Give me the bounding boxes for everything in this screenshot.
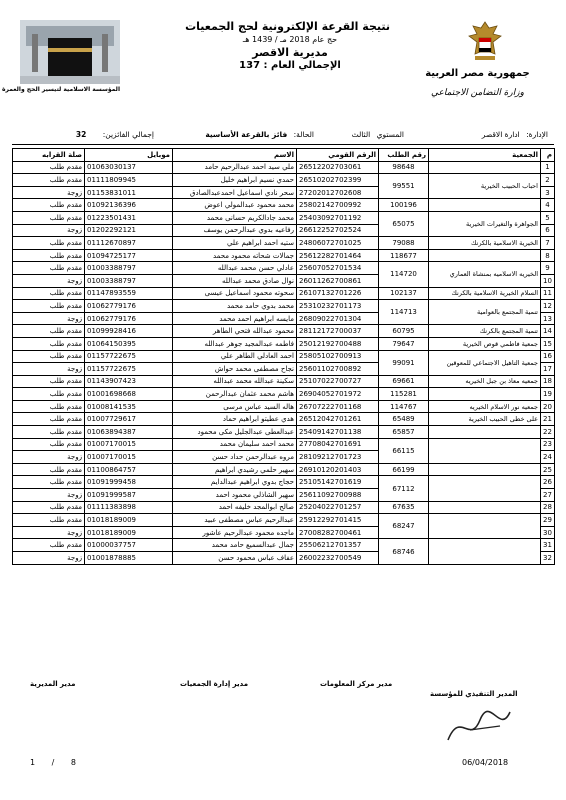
directorate-name: مديرية الاقصر <box>252 46 328 59</box>
relation: زوجة <box>13 274 85 287</box>
mobile-number: 01157722675 <box>85 350 173 363</box>
person-name: عبدالعطى عبدالجليل مكى محمود <box>173 426 297 439</box>
relation: مقدم طلب <box>13 388 85 401</box>
association-name: تنمية المجتمع بالكرنك <box>429 325 541 338</box>
relation: مقدم طلب <box>13 199 85 212</box>
foundation-name: المؤسسة الاسلامية لتيسير الحج والعمرة <box>2 86 120 93</box>
mobile-number: 01153831011 <box>85 186 173 199</box>
person-name: سكينة عبدالله محمد عبدالله <box>173 375 297 388</box>
mobile-number: 01223501431 <box>85 211 173 224</box>
person-name: جمال عبدالسميع حامد محمد <box>173 539 297 552</box>
person-name: عبدالرحيم عباس مصطفى عبيد <box>173 514 297 527</box>
person-name: ماجده محمود عبدالرحيم عاشور <box>173 526 297 539</box>
grand-total-label: الإجمالي العام : <box>263 60 341 71</box>
person-name: محمد احمد سليمان محمد <box>173 438 297 451</box>
row-index: 16 <box>541 350 555 363</box>
row-index: 25 <box>541 463 555 476</box>
association-name: الخيرية الاسلامية بالكرنك <box>429 237 541 250</box>
relation: مقدم طلب <box>13 426 85 439</box>
association-name <box>429 438 541 463</box>
relation: مقدم طلب <box>13 249 85 262</box>
request-number: 65075 <box>379 211 429 236</box>
sig-manager-directorate: مدير المديرية <box>30 680 76 688</box>
admin-label: الإدارة: <box>526 130 548 139</box>
national-id: 25012192700488 <box>297 337 379 350</box>
national-id: 26002232700549 <box>297 552 379 565</box>
mobile-number: 01094725177 <box>85 249 173 262</box>
table-row <box>13 199 555 212</box>
table-row <box>13 287 555 300</box>
sig-manager-associations: مدير إدارة الجمعيات <box>180 680 249 688</box>
association-name: جمعية التاهيل الاجتماعي للمعوقين <box>429 350 541 375</box>
page-total: 8 <box>70 758 76 767</box>
row-index: 10 <box>541 274 555 287</box>
request-number: 79647 <box>379 337 429 350</box>
national-id: 25506212701357 <box>297 539 379 552</box>
level-label: المستوي <box>376 130 404 139</box>
mobile-number: 01008141535 <box>85 400 173 413</box>
request-number: 99551 <box>379 174 429 199</box>
relation: مقدم طلب <box>13 174 85 187</box>
request-number: 68746 <box>379 539 429 564</box>
national-id: 25403092701192 <box>297 211 379 224</box>
row-index: 5 <box>541 211 555 224</box>
request-number: 66199 <box>379 463 429 476</box>
egypt-emblem-block <box>420 20 535 108</box>
relation: مقدم طلب <box>13 400 85 413</box>
national-id: 26011262700861 <box>297 274 379 287</box>
mobile-number: 01018189009 <box>85 514 173 527</box>
table-row <box>13 388 555 401</box>
relation: زوجة <box>13 489 85 502</box>
person-name: صالح ابوالمجد خليفه احمد <box>173 501 297 514</box>
relation: مقدم طلب <box>13 337 85 350</box>
grand-total <box>190 59 390 72</box>
person-name: جمالات شحاته محمود محمد <box>173 249 297 262</box>
mobile-number: 01003388797 <box>85 274 173 287</box>
table-row <box>13 300 555 313</box>
national-id: 25612282701464 <box>297 249 379 262</box>
relation: مقدم طلب <box>13 262 85 275</box>
row-index: 28 <box>541 501 555 514</box>
mobile-number: 01202292121 <box>85 224 173 237</box>
person-name: محمد محمود عبدالمولي اعوض <box>173 199 297 212</box>
relation: مقدم طلب <box>13 300 85 313</box>
request-number: 115281 <box>379 388 429 401</box>
mobile-number: 01147893559 <box>85 287 173 300</box>
person-name: عادلي حسن محمد عبدالله <box>173 262 297 275</box>
row-index: 21 <box>541 413 555 426</box>
row-index: 26 <box>541 476 555 489</box>
mobile-number: 01143907423 <box>85 375 173 388</box>
status-label: الحالة: <box>293 130 314 139</box>
mobile-number: 01007729617 <box>85 413 173 426</box>
table-row <box>13 211 555 224</box>
national-id: 25601102700892 <box>297 363 379 376</box>
person-name: رفاعيه بدوي عبدالرحمن يوسف <box>173 224 297 237</box>
national-id: 26107132701226 <box>297 287 379 300</box>
request-number: 102137 <box>379 287 429 300</box>
table-row <box>13 375 555 388</box>
request-number: 114720 <box>379 262 429 287</box>
person-name: هدي عطيتو ابراهيم حماد <box>173 413 297 426</box>
col-header-name: الاسم <box>173 149 297 162</box>
relation: مقدم طلب <box>13 539 85 552</box>
request-number: 79088 <box>379 237 429 250</box>
row-index: 32 <box>541 552 555 565</box>
association-name: جمعيه نور الاسلام الخيريه <box>429 400 541 413</box>
mobile-number: 01000037757 <box>85 539 173 552</box>
row-index: 3 <box>541 186 555 199</box>
row-index: 12 <box>541 300 555 313</box>
row-index: 8 <box>541 249 555 262</box>
row-index: 6 <box>541 224 555 237</box>
mobile-number: 01064150395 <box>85 337 173 350</box>
row-index: 15 <box>541 337 555 350</box>
mobile-number: 01007170015 <box>85 438 173 451</box>
person-name: سهير حلمي رشيدي ابراهيم <box>173 463 297 476</box>
person-name: نوال صادق محمد عبدالله <box>173 274 297 287</box>
association-name <box>429 249 541 262</box>
association-name <box>429 539 541 564</box>
sig-manager-info-center: مدير مركز المعلومات <box>320 680 393 688</box>
table-row <box>13 476 555 489</box>
table-row <box>13 249 555 262</box>
col-header-request-number: رقم الطلب <box>379 149 429 162</box>
row-index: 7 <box>541 237 555 250</box>
table-row <box>13 413 555 426</box>
row-index: 4 <box>541 199 555 212</box>
row-index: 23 <box>541 438 555 451</box>
relation: مقدم طلب <box>13 211 85 224</box>
status-field <box>205 130 314 139</box>
association-name: احباب الحبيب الخيرية <box>429 174 541 199</box>
national-id: 27008282700461 <box>297 526 379 539</box>
association-name: جمعية فاطمي قوص الخيرية <box>429 337 541 350</box>
person-name: سحر نادي اسماعيل احمدعبدالصادق <box>173 186 297 199</box>
mobile-number: 01062779176 <box>85 312 173 325</box>
col-header-relation: صلة القرابه <box>13 149 85 162</box>
col-header-m: م <box>541 149 555 162</box>
national-id: 25310232701173 <box>297 300 379 313</box>
row-index: 27 <box>541 489 555 502</box>
table-row <box>13 161 555 174</box>
table-row <box>13 337 555 350</box>
status-value: فائز بالقرعة الأساسية <box>205 130 288 139</box>
row-index: 19 <box>541 388 555 401</box>
relation: مقدم طلب <box>13 514 85 527</box>
national-id: 26910120201403 <box>297 463 379 476</box>
mobile-number: 01111383898 <box>85 501 173 514</box>
national-id: 26512202703061 <box>297 161 379 174</box>
person-name: محمد جادالكريم حسانى محمد <box>173 211 297 224</box>
request-number: 60795 <box>379 325 429 338</box>
mobile-number: 01111809945 <box>85 174 173 187</box>
relation: مقدم طلب <box>13 161 85 174</box>
table-row <box>13 237 555 250</box>
mobile-number: 01063030137 <box>85 161 173 174</box>
row-index: 31 <box>541 539 555 552</box>
row-index: 14 <box>541 325 555 338</box>
association-name <box>429 388 541 401</box>
request-number: 65857 <box>379 426 429 439</box>
mobile-number: 01100864757 <box>85 463 173 476</box>
print-date: 06/04/2018 <box>462 758 509 767</box>
national-id: 24806072701025 <box>297 237 379 250</box>
report-title: نتيجة القرعة الإلكترونية لحج الجمعيات <box>185 20 390 33</box>
col-header-national-id: الرقم القومي <box>297 149 379 162</box>
request-number: 66115 <box>379 438 429 463</box>
winners-value: 32 <box>75 130 87 139</box>
association-name <box>429 476 541 501</box>
association-name <box>429 463 541 476</box>
person-name: سحوته محمود اسماعيل عيسى <box>173 287 297 300</box>
relation: مقدم طلب <box>13 325 85 338</box>
person-name: محمود عبدالله فتحي الطاهر <box>173 325 297 338</box>
association-name <box>429 514 541 539</box>
table-header-row <box>13 149 555 162</box>
person-name: فاطمه عبدالمجيد جوهر عبدالله <box>173 337 297 350</box>
relation: مقدم طلب <box>13 237 85 250</box>
relation: مقدم طلب <box>13 463 85 476</box>
national-id: 25912292701415 <box>297 514 379 527</box>
mobile-number: 01001698668 <box>85 388 173 401</box>
mobile-number: 01062779176 <box>85 300 173 313</box>
row-index: 2 <box>541 174 555 187</box>
person-name: عفاف عباس محمود حسن <box>173 552 297 565</box>
sig-exec-director: المدير التنفيذي للمؤسسة <box>430 690 518 698</box>
person-name: مروه عبدالرحمن حداد حسن <box>173 451 297 464</box>
level-field <box>352 130 404 139</box>
relation: مقدم طلب <box>13 438 85 451</box>
winners-field <box>76 130 154 139</box>
national-id: 26904052701972 <box>297 388 379 401</box>
grand-total-value: 137 <box>239 60 261 71</box>
admin-field <box>482 130 548 139</box>
national-id: 27708042701691 <box>297 438 379 451</box>
relation: زوجة <box>13 224 85 237</box>
row-index: 1 <box>541 161 555 174</box>
request-number: 114713 <box>379 300 429 325</box>
row-index: 29 <box>541 514 555 527</box>
person-name: ستيه احمد ابراهيم علي <box>173 237 297 250</box>
association-name: على خطى الحبيب الخيرية <box>429 413 541 426</box>
relation: مقدم طلب <box>13 375 85 388</box>
eagle-emblem-icon <box>465 20 505 64</box>
row-index: 20 <box>541 400 555 413</box>
person-name: سهير الشاذلي محمود احمد <box>173 489 297 502</box>
relation: زوجة <box>13 186 85 199</box>
table-row <box>13 325 555 338</box>
relation: زوجة <box>13 451 85 464</box>
request-number: 100196 <box>379 199 429 212</box>
person-name: مايسه ابراهيم احمد محمد <box>173 312 297 325</box>
winners-table <box>12 148 555 565</box>
table-row <box>13 514 555 527</box>
mobile-number: 01112670897 <box>85 237 173 250</box>
relation: زوجة <box>13 552 85 565</box>
level-value: الثالث <box>351 130 371 139</box>
mobile-number: 01001878885 <box>85 552 173 565</box>
mobile-number: 01018189009 <box>85 526 173 539</box>
info-divider <box>12 144 554 145</box>
row-index: 30 <box>541 526 555 539</box>
request-number: 68247 <box>379 514 429 539</box>
page-indicator <box>30 758 76 767</box>
table-row <box>13 539 555 552</box>
mobile-number: 01099928416 <box>85 325 173 338</box>
mobile-number: 01063894387 <box>85 426 173 439</box>
table-row <box>13 438 555 451</box>
request-number: 67635 <box>379 501 429 514</box>
association-name: السلام الخيرية الاسلامية بالكرنك <box>429 287 541 300</box>
relation: زوجة <box>13 526 85 539</box>
national-id: 25805102700913 <box>297 350 379 363</box>
row-index: 18 <box>541 375 555 388</box>
row-index: 17 <box>541 363 555 376</box>
national-id: 28112172700037 <box>297 325 379 338</box>
person-name: احمد العادلي الطاهر علي <box>173 350 297 363</box>
request-number: 98648 <box>379 161 429 174</box>
national-id: 25107022700727 <box>297 375 379 388</box>
association-name <box>429 426 541 439</box>
winners-label: إجمالي الفائزين: <box>102 130 154 139</box>
national-id: 26510202702399 <box>297 174 379 187</box>
kaaba-logo <box>2 20 120 102</box>
association-name: الجواهرة والتغيرات الخيرية <box>429 211 541 236</box>
association-name: الخيريه الاسلاميه بمنشاة العماري <box>429 262 541 287</box>
mobile-number: 01091999587 <box>85 489 173 502</box>
mobile-number: 01091999458 <box>85 476 173 489</box>
national-id: 26612252702524 <box>297 224 379 237</box>
info-row <box>12 128 554 142</box>
request-number: 118677 <box>379 249 429 262</box>
relation: زوجة <box>13 363 85 376</box>
national-id: 25802142700992 <box>297 199 379 212</box>
relation: مقدم طلب <box>13 501 85 514</box>
table-row <box>13 174 555 187</box>
person-name: هاشم محمد عثمان عبدالرحمن <box>173 388 297 401</box>
national-id: 26512042701261 <box>297 413 379 426</box>
association-name <box>429 199 541 212</box>
row-index: 24 <box>541 451 555 464</box>
table-row <box>13 350 555 363</box>
page-separator: / <box>51 758 55 767</box>
table-row <box>13 262 555 275</box>
relation: مقدم طلب <box>13 287 85 300</box>
person-name: هاله السيد عباس مرسى <box>173 400 297 413</box>
association-name <box>429 161 541 174</box>
mobile-number: 01157722675 <box>85 363 173 376</box>
national-id: 25204022701257 <box>297 501 379 514</box>
mobile-number: 01007170015 <box>85 451 173 464</box>
table-row <box>13 463 555 476</box>
year-line: حج عام 2018 مـ / 1439 هـ <box>242 35 338 44</box>
person-name: حمدي نسيم ابراهيم خليل <box>173 174 297 187</box>
person-name: نجاح مصطفى محمد حواش <box>173 363 297 376</box>
table-row <box>13 501 555 514</box>
association-name <box>429 501 541 514</box>
admin-value: ادارة الاقصر <box>481 130 520 139</box>
page-current: 1 <box>30 758 36 767</box>
signature-mark-icon <box>440 700 520 750</box>
row-index: 9 <box>541 262 555 275</box>
person-name: حجاج بدوي ابراهيم عبدالدايم <box>173 476 297 489</box>
relation: مقدم طلب <box>13 350 85 363</box>
relation: زوجة <box>13 312 85 325</box>
association-name: جمعيه معاذ بن جبل الخيريه <box>429 375 541 388</box>
request-number: 67112 <box>379 476 429 501</box>
col-header-mobile: موبايل <box>85 149 173 162</box>
mobile-number: 01003388797 <box>85 262 173 275</box>
table-row <box>13 400 555 413</box>
person-name: ملي سيد احمد عبدالرحيم حامد <box>173 161 297 174</box>
national-id: 26707222701168 <box>297 400 379 413</box>
row-index: 11 <box>541 287 555 300</box>
ministry-name: وزارة التضامن الاجتماعي <box>431 88 524 98</box>
request-number: 69661 <box>379 375 429 388</box>
report-header <box>185 20 390 72</box>
relation: مقدم طلب <box>13 413 85 426</box>
republic-name: جمهورية مصر العربية <box>425 68 530 79</box>
national-id: 26809022701304 <box>297 312 379 325</box>
relation: مقدم طلب <box>13 476 85 489</box>
col-header-association: الجمعية <box>429 149 541 162</box>
national-id: 25105142701619 <box>297 476 379 489</box>
national-id: 28109212701723 <box>297 451 379 464</box>
association-name: تنمية المجتمع بالعوامية <box>429 300 541 325</box>
request-number: 65489 <box>379 413 429 426</box>
person-name: محمد بدوي حامد محمد <box>173 300 297 313</box>
request-number: 99091 <box>379 350 429 375</box>
table-body <box>13 161 555 564</box>
row-index: 13 <box>541 312 555 325</box>
national-id: 27202012702608 <box>297 186 379 199</box>
national-id: 25607052701534 <box>297 262 379 275</box>
national-id: 25611092700988 <box>297 489 379 502</box>
mobile-number: 01092136396 <box>85 199 173 212</box>
national-id: 25409142701138 <box>297 426 379 439</box>
table-row <box>13 426 555 439</box>
row-index: 22 <box>541 426 555 439</box>
request-number: 114767 <box>379 400 429 413</box>
